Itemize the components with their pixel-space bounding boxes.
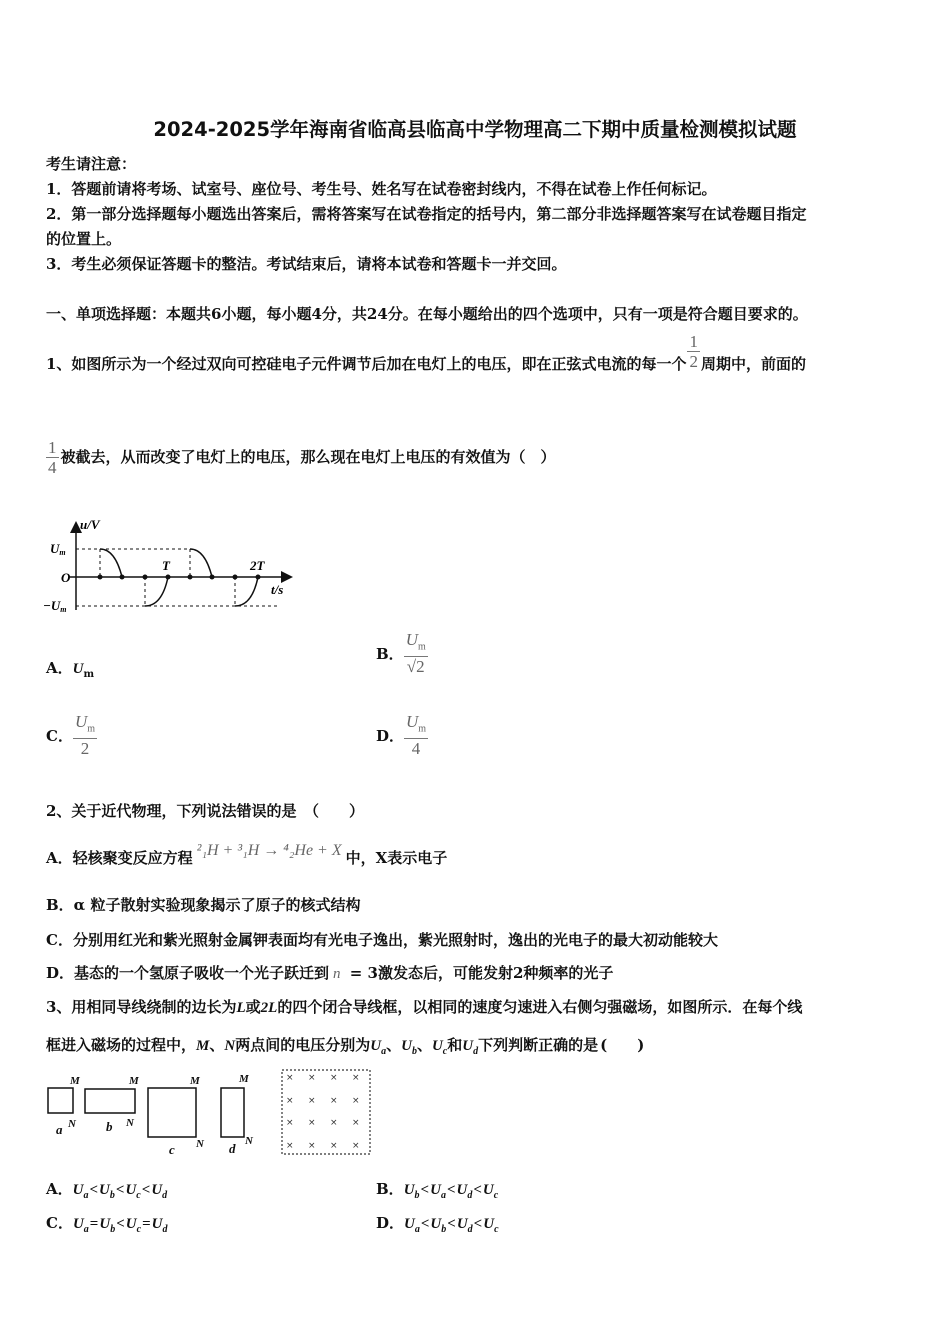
q3-text: 或	[245, 998, 261, 1016]
notice-item-3: 3．考生必须保证答题卡的整洁。考试结束后，请将本试卷和答题卡一并交回。	[46, 255, 567, 273]
option-label: B．	[376, 1180, 404, 1198]
sub-c: c	[442, 1046, 448, 1057]
label-m: M	[239, 1073, 249, 1085]
page-title: 2024-2025学年海南省临高县临高中学物理高二下期中质量检测模拟试题	[153, 118, 797, 141]
q3-text: 下列判断正确的是	[478, 1036, 599, 1054]
option-text-suffix: 中，X表示电子	[345, 849, 448, 867]
wave-segment	[100, 549, 122, 577]
frame-a	[48, 1088, 73, 1113]
symbol: U	[430, 1216, 442, 1232]
symbol-sub: d	[162, 1224, 168, 1235]
q3-line2	[46, 1034, 644, 1057]
label-n: N	[196, 1138, 204, 1150]
cross: ×	[330, 1118, 338, 1128]
frac-den: 4	[411, 739, 421, 759]
symbol-sub: d	[162, 1190, 168, 1201]
symbol-sub: b	[110, 1224, 116, 1235]
option-label: C．	[46, 727, 73, 746]
label-n: N	[68, 1118, 76, 1130]
option-label: C．	[46, 1214, 73, 1232]
symbol-sub: a	[414, 1224, 420, 1235]
option-fraction	[404, 712, 428, 759]
frame-b	[85, 1089, 135, 1113]
symbol: U	[125, 1216, 137, 1232]
field-crosses	[286, 1073, 360, 1151]
cross: ×	[286, 1141, 294, 1151]
cross: ×	[330, 1073, 338, 1083]
operator: <	[141, 1182, 151, 1198]
operator: <	[115, 1182, 125, 1198]
t-label: T	[162, 558, 170, 573]
q3-text: 两点间的电压分别为	[235, 1036, 371, 1054]
cross: ×	[352, 1096, 360, 1106]
q3-frames-figure	[44, 1068, 374, 1160]
option-text: D．基态的一个氢原子吸收一个光子跃迁到	[46, 964, 330, 982]
neg-um-sub: m	[60, 605, 67, 614]
point-m: M	[196, 1038, 210, 1054]
symbol: U	[483, 1216, 495, 1232]
length-l: L	[236, 1000, 246, 1016]
label-d: d	[229, 1141, 236, 1156]
neg-um-label	[43, 598, 67, 614]
symbol-sub: c	[136, 1190, 141, 1201]
neg-um-main: −U	[43, 598, 61, 613]
fraction-quarter	[46, 438, 59, 478]
q3-line1	[46, 996, 802, 1017]
frac-den: √2	[406, 657, 425, 677]
wave-segment	[145, 577, 168, 606]
cross: ×	[286, 1073, 294, 1083]
origin-label: O	[61, 570, 71, 585]
q1-voltage-graph	[40, 512, 300, 617]
symbol-sub: a	[83, 1190, 89, 1201]
time-axis-label: t/s	[271, 582, 284, 597]
option-label: A．	[46, 1180, 73, 1198]
symbol-sub: b	[441, 1224, 447, 1235]
symbol: U	[151, 1216, 163, 1232]
symbol: U	[482, 1182, 494, 1198]
section-heading: 一、单项选择题：本题共6小题，每小题4分，共24分。在每小题给出的四个选项中，只有一项是符合题目要求的。	[46, 305, 808, 323]
q1-option-c[interactable]	[46, 712, 97, 759]
notice-heading: 考生请注意：	[46, 155, 137, 173]
operator: <	[446, 1182, 456, 1198]
q2-option-a[interactable]	[46, 842, 448, 868]
wave-segment	[235, 577, 258, 606]
symbol: U	[72, 1182, 84, 1198]
symbol: U	[456, 1216, 468, 1232]
symbol-sub: b	[109, 1190, 115, 1201]
n-symbol: n	[333, 966, 341, 982]
notice-item-2: 2．第一部分选择题每小题选出答案后，需将答案写在试卷指定的括号内，第二部分非选择题答案写在试卷题目指定	[46, 205, 807, 223]
operator: <	[447, 1216, 456, 1232]
cross: ×	[286, 1118, 294, 1128]
q1-option-b[interactable]	[376, 630, 428, 677]
q2-option-c[interactable]: C．分别用红光和紫光照射金属钾表面均有光电子逸出，紫光照射时，逸出的光电子的最大初动能较大	[46, 931, 718, 949]
operator: <	[473, 1216, 483, 1232]
operator: =	[142, 1216, 151, 1232]
frac-num-sub: m	[87, 723, 96, 735]
symbol: U	[99, 1182, 110, 1198]
symbol-sub: c	[136, 1224, 142, 1235]
q1-text-2: 被截去，从而改变了电灯上的电压，那么现在电灯上电压的有效值为（ ）	[60, 448, 556, 466]
symbol-sub: d	[467, 1224, 473, 1235]
length-2l: 2L	[260, 1000, 278, 1016]
option-inequality	[404, 1216, 499, 1235]
frame-c	[148, 1088, 196, 1137]
option-label: D．	[376, 1214, 405, 1232]
label-m: M	[129, 1075, 139, 1087]
operator: <	[116, 1216, 125, 1232]
q3-option-c[interactable]	[46, 1212, 167, 1235]
voltage-u: U	[431, 1038, 443, 1054]
symbol: U	[456, 1182, 468, 1198]
cross: ×	[308, 1141, 316, 1151]
um-main: U	[50, 541, 60, 556]
option-fraction	[404, 630, 428, 677]
label-a: a	[56, 1122, 63, 1137]
cross: ×	[308, 1096, 316, 1106]
wave-segment	[190, 549, 212, 577]
cross: ×	[286, 1096, 294, 1106]
symbol-sub: d	[467, 1190, 473, 1201]
label-m: M	[190, 1075, 200, 1087]
label-n: N	[245, 1135, 253, 1147]
2t-label: 2T	[250, 558, 265, 573]
option-inequality	[72, 1216, 168, 1235]
operator: <	[420, 1216, 430, 1232]
q3-option-a[interactable]	[46, 1178, 167, 1201]
label-m: M	[70, 1075, 80, 1087]
q3-text: 框进入磁场的过程中，	[46, 1036, 197, 1054]
voltage-u: U	[462, 1038, 474, 1054]
frac-den: 2	[689, 352, 698, 371]
frac-den: 4	[48, 458, 57, 477]
notice-item-2-cont: 的位置上。	[46, 230, 122, 248]
um-label	[50, 541, 66, 557]
q1-option-d[interactable]	[376, 712, 428, 759]
q1-text-tail: 周期中，前面的	[700, 355, 806, 373]
cross: ×	[330, 1141, 338, 1151]
frac-num: 1	[48, 438, 57, 457]
q1-line2	[46, 438, 556, 478]
separator: 、	[209, 1036, 225, 1054]
frac-num-sub: m	[417, 641, 426, 653]
option-label: D．	[376, 727, 405, 746]
voltage-u: U	[370, 1038, 382, 1054]
symbol-sub: b	[414, 1190, 420, 1201]
frame-d	[221, 1088, 244, 1137]
option-label: B．	[376, 645, 404, 664]
option-label: A．	[46, 659, 73, 677]
q2-option-b[interactable]: B．α 粒子散射实验现象揭示了原子的核式结构	[46, 896, 361, 914]
cross: ×	[352, 1118, 360, 1128]
q1-line1	[46, 332, 806, 374]
symbol-sub: c	[494, 1224, 499, 1235]
q2-option-d[interactable]	[46, 962, 613, 983]
operator: =	[89, 1216, 99, 1232]
symbol-sub: a	[440, 1190, 446, 1201]
um-sub: m	[59, 548, 66, 557]
q3-option-d[interactable]	[376, 1212, 499, 1235]
q1-text: 1、如图所示为一个经过双向可控硅电子元件调节后加在电灯上的电压，即在正弦式电流的每一个	[46, 355, 687, 373]
frac-den: 2	[80, 739, 90, 759]
symbol: U	[72, 1216, 84, 1232]
notice-item-1: 1．答题前请将考场、试室号、座位号、考生号、姓名写在试卷密封线内，不得在试卷上作任何标记。	[46, 180, 717, 198]
cross: ×	[352, 1141, 360, 1151]
label-n: N	[126, 1117, 134, 1129]
symbol: U	[404, 1216, 415, 1232]
label-b: b	[106, 1119, 113, 1134]
q3-text: 3、用相同导线绕制的边长为	[46, 998, 237, 1016]
symbol: U	[99, 1216, 111, 1232]
symbol: U	[430, 1182, 441, 1198]
option-value: U	[72, 661, 84, 677]
operator: <	[89, 1182, 99, 1198]
symbol-sub: c	[493, 1190, 499, 1201]
separator: 、	[386, 1036, 402, 1054]
frac-num: U	[74, 712, 88, 731]
option-fraction	[73, 712, 97, 759]
q3-option-b[interactable]	[376, 1178, 498, 1201]
conjunction: 和	[447, 1036, 463, 1054]
cross: ×	[352, 1073, 360, 1083]
option-text-suffix: = 3激发态后，可能发射2种频率的光子	[344, 964, 614, 982]
cross: ×	[308, 1073, 316, 1083]
fraction-half	[687, 332, 700, 372]
symbol: U	[403, 1182, 415, 1198]
symbol: U	[151, 1182, 163, 1198]
sub-d: d	[473, 1046, 479, 1057]
y-axis-label: u/V	[80, 517, 100, 532]
cross: ×	[308, 1118, 316, 1128]
sub-a: a	[381, 1046, 387, 1057]
q2-stem: 2、关于近代物理，下列说法错误的是 （ ）	[46, 802, 364, 820]
operator: <	[420, 1182, 430, 1198]
option-inequality	[403, 1182, 499, 1201]
frac-num: U	[406, 712, 419, 731]
point-n: N	[224, 1038, 236, 1054]
operator: <	[473, 1182, 482, 1198]
frac-num: U	[405, 630, 418, 649]
symbol-sub: a	[83, 1224, 89, 1235]
option-sub: m	[83, 669, 95, 680]
separator: 、	[416, 1036, 432, 1054]
label-c: c	[169, 1142, 175, 1157]
answer-paren: ( )	[600, 1036, 645, 1054]
sub-b: b	[411, 1046, 417, 1057]
symbol: U	[125, 1182, 137, 1198]
frac-num: 1	[689, 332, 698, 351]
fusion-equation: ²₁H + ³₁H → ⁴₂He + X	[196, 842, 342, 859]
q3-text: 的四个闭合导线框，以相同的速度匀速进入右侧匀强磁场，如图所示．在每个线	[277, 998, 803, 1016]
q1-option-a[interactable]	[46, 657, 94, 680]
option-text: A．轻核聚变反应方程	[46, 849, 193, 867]
voltage-u: U	[401, 1038, 412, 1054]
cross: ×	[330, 1096, 338, 1106]
frac-num-sub: m	[418, 723, 427, 735]
option-inequality	[72, 1182, 168, 1201]
